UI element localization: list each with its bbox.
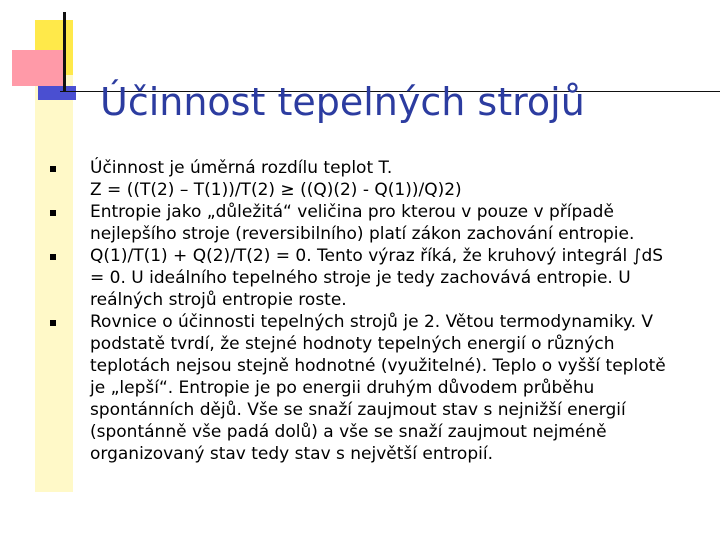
bullet-line: je „lepší“. Entropie je po energii druhým důvodem průběhu bbox=[90, 378, 595, 398]
bullet-line: Entropie jako „důležitá“ veličina pro kterou v pouze v případě bbox=[90, 202, 614, 222]
bullet-item bbox=[50, 201, 714, 245]
bullet-line: (spontánně vše padá dolů) a vše se snaží zaujmout nejméně bbox=[90, 422, 607, 442]
bullet-line: podstatě tvrdí, že stejné hodnoty tepelných energií o různých bbox=[90, 334, 615, 354]
bullet-line: Ζ = ((T(2) – T(1))/T(2) ≥ ((Q)(2) - Q(1))/Q)2) bbox=[90, 180, 462, 200]
bullet-line: Účinnost je úměrná rozdílu teplot T. bbox=[90, 158, 393, 178]
bullet-list bbox=[50, 157, 714, 465]
bullet-line: reálných strojů entropie roste. bbox=[90, 290, 347, 310]
bullet-square-icon bbox=[50, 166, 56, 172]
bullet-item bbox=[50, 157, 714, 201]
bullet-line: teplotách nejsou stejně hodnotné (využitelné). Teplo o vyšší teplotě bbox=[90, 356, 666, 376]
bullet-item bbox=[50, 311, 714, 465]
decor-pink-block bbox=[12, 50, 64, 86]
decor-blue-block bbox=[38, 86, 76, 100]
bullet-line: Rovnice o účinnosti tepelných strojů je 2. Větou termodynamiky. V bbox=[90, 312, 654, 332]
bullet-line: = 0. U ideálního tepelného stroje je tedy zachovává entropie. U bbox=[90, 268, 631, 288]
slide-title: Účinnost tepelných strojů bbox=[100, 80, 585, 124]
bullet-square-icon bbox=[50, 320, 56, 326]
bullet-line: spontánních dějů. Vše se snaží zaujmout stav s nejnižší energií bbox=[90, 400, 626, 420]
bullet-item bbox=[50, 245, 714, 311]
bullet-line: Q(1)/T(1) + Q(2)/T(2) = 0. Tento výraz říká, že kruhový integrál ∫dS bbox=[90, 246, 664, 266]
bullet-square-icon bbox=[50, 254, 56, 260]
decor-vertical-rule bbox=[63, 12, 66, 92]
bullet-line: organizovaný stav tedy stav s největší entropií. bbox=[90, 444, 493, 464]
bullet-square-icon bbox=[50, 210, 56, 216]
bullet-line: nejlepšího stroje (reversibilního) platí zákon zachování entropie. bbox=[90, 224, 635, 244]
